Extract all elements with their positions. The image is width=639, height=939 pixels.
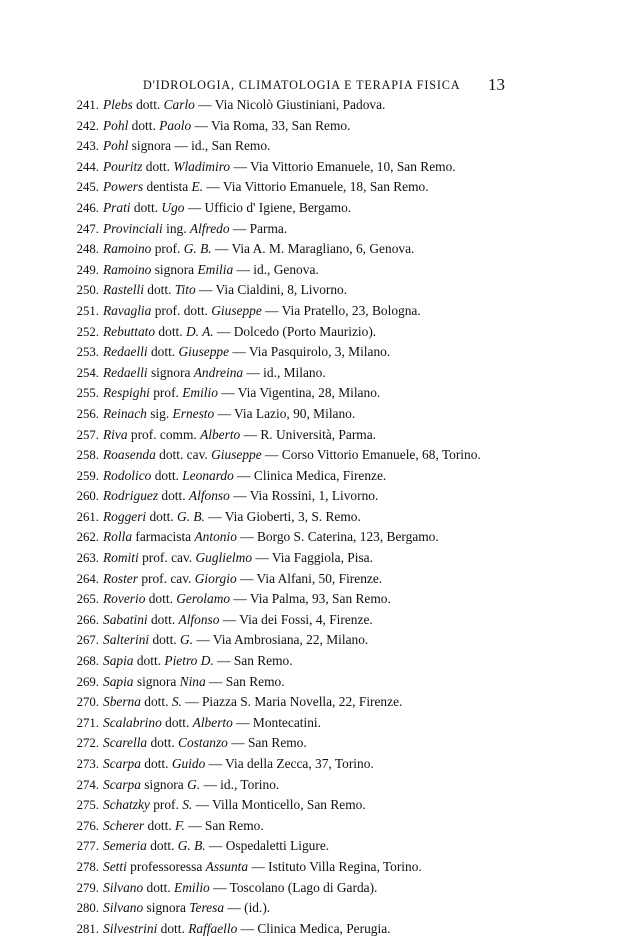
entry-title: dott. [140, 756, 172, 771]
entry-surname: Scalabrino [103, 714, 162, 730]
entry-number: 276. [76, 818, 99, 833]
entry-text [103, 239, 414, 260]
entry-firstname: E. [191, 179, 204, 195]
list-item [0, 878, 639, 899]
entry-address: — Via Vittorio Emanuele, 10, San Remo. [230, 158, 456, 174]
entry-surname: Rastelli [103, 282, 144, 298]
entry-firstname: Teresa [189, 900, 225, 916]
entry-text [103, 836, 329, 857]
entry-title: dott. [147, 735, 179, 751]
entry-firstname: Emilio [182, 385, 218, 401]
entry-surname: Schatzky [103, 797, 150, 813]
list-item [0, 466, 639, 487]
entry-firstname: Alberto [192, 714, 233, 730]
list-item [0, 692, 639, 713]
entry-title: dott. [143, 879, 175, 895]
entry-surname: Prati [103, 199, 131, 215]
entry-title: ing. [162, 220, 190, 236]
list-item [0, 383, 639, 404]
entry-title: signora [133, 673, 180, 689]
entry-surname: Redaelli [103, 364, 148, 380]
entry-text [103, 404, 355, 425]
list-item [0, 363, 639, 384]
entry-number: 274. [76, 777, 99, 792]
entry-text [103, 363, 326, 384]
entry-text [103, 177, 429, 198]
entry-title: dott. [144, 817, 176, 833]
list-item [0, 754, 639, 775]
list-item [0, 116, 639, 137]
entry-surname: Sapia [103, 673, 134, 689]
entry-title: prof. comm. [127, 426, 201, 442]
entry-number: 254. [76, 365, 99, 380]
entry-address: — Via Alfani, 50, Firenze. [236, 570, 383, 586]
entry-firstname: S. [171, 694, 182, 710]
entry-surname: Silvano [103, 900, 144, 916]
entry-surname: Ravaglia [103, 302, 152, 318]
entry-firstname: Andreina [193, 364, 244, 380]
entry-number: 245. [76, 180, 99, 195]
entry-title: signora [143, 900, 190, 916]
list-item [0, 280, 639, 301]
list-item [0, 733, 639, 754]
entry-surname: Silvano [103, 879, 144, 895]
entry-address: — Villa Monticello, San Remo. [192, 797, 366, 813]
entry-title: sig. [146, 405, 173, 421]
entry-number: 272. [76, 736, 99, 751]
entry-address: — Via Faggiola, Pisa. [252, 550, 373, 566]
entry-text [103, 301, 421, 322]
entry-text [103, 260, 319, 281]
list-item [0, 898, 639, 919]
entry-surname: Scarpa [103, 756, 141, 771]
entry-surname: Pohl [103, 117, 129, 133]
entry-number: 264. [76, 571, 99, 586]
entry-number: 271. [76, 715, 99, 730]
entry-text [103, 630, 368, 651]
entry-text [103, 383, 380, 404]
entry-number: 263. [76, 551, 99, 566]
entry-number: 242. [76, 118, 99, 133]
entry-address: — Via Rossini, 1, Livorno. [229, 488, 379, 504]
list-item [0, 301, 639, 322]
entry-surname: Rodriguez [103, 488, 159, 504]
entry-surname: Ramoino [103, 241, 152, 257]
list-item [0, 486, 639, 507]
list-item [0, 775, 639, 796]
entry-number: 252. [76, 324, 99, 339]
entry-text [103, 198, 351, 219]
entry-address: — Parma. [229, 220, 288, 236]
entry-surname: Scarpa [103, 776, 141, 792]
entry-address: — Toscolano (Lago di Garda). [209, 879, 378, 895]
list-item [0, 404, 639, 425]
entry-text [103, 878, 377, 899]
entry-text [103, 816, 264, 837]
entry-number: 265. [76, 592, 99, 607]
list-item [0, 157, 639, 178]
entry-surname: Reinach [103, 405, 147, 421]
entry-surname: Roverio [103, 591, 146, 607]
entry-number: 266. [76, 612, 99, 627]
entry-number: 273. [76, 757, 99, 771]
entry-address: — Via Vigentina, 28, Milano. [217, 385, 381, 401]
entry-surname: Pohl [103, 138, 129, 154]
entry-firstname: Guglielmo [195, 550, 253, 566]
entry-surname: Rodolico [103, 467, 152, 483]
entry-firstname: Assunta [205, 858, 249, 874]
entry-title: signora [140, 776, 188, 792]
entry-address: — R. Università, Parma. [240, 426, 376, 442]
entry-number: 277. [76, 839, 99, 854]
entry-text [103, 280, 347, 301]
entry-title: dott. [155, 323, 186, 339]
entry-address: — Via Roma, 33, San Remo. [191, 117, 351, 133]
entry-firstname: Costanzo [178, 735, 228, 751]
entry-title: signora — id., San Remo. [128, 138, 271, 154]
entry-text [103, 527, 439, 548]
entry-title: dott. [149, 632, 180, 648]
entry-address: — San Remo. [227, 735, 307, 751]
entry-firstname: Emilio [174, 879, 210, 895]
entry-surname: Rolla [103, 529, 133, 545]
entry-surname: Roasenda [103, 447, 156, 463]
entry-text [103, 898, 270, 919]
entry-firstname: Raffaello [188, 920, 238, 936]
entry-firstname: Giuseppe [178, 344, 230, 360]
entry-text [103, 692, 402, 713]
entry-number: 259. [76, 468, 99, 483]
entry-firstname: D. A. [185, 323, 214, 339]
entry-title: dott. [140, 694, 172, 710]
list-item [0, 198, 639, 219]
list-item [0, 589, 639, 610]
list-item [0, 219, 639, 240]
entry-address: — Via Lazio, 90, Milano. [214, 405, 356, 421]
entry-firstname: Paolo [159, 117, 192, 133]
entry-text [103, 486, 378, 507]
entry-address: — Dolcedo (Porto Maurizio). [213, 323, 377, 339]
list-item [0, 425, 639, 446]
entry-number: 257. [76, 427, 99, 442]
entry-text [103, 569, 382, 590]
entry-title: prof. [151, 241, 184, 257]
entry-number: 247. [76, 221, 99, 236]
entry-address: — Montecatini. [232, 714, 321, 730]
list-item [0, 569, 639, 590]
list-item [0, 919, 639, 939]
entry-firstname: Emilia [197, 261, 234, 277]
entry-address: — Via Palma, 93, San Remo. [230, 591, 391, 607]
entry-number: 246. [76, 200, 99, 215]
entry-number: 269. [76, 674, 99, 689]
entry-number: 281. [76, 921, 99, 936]
entry-title: dentista [143, 179, 192, 195]
entry-number: 255. [76, 386, 99, 401]
entry-address: — Via Cialdini, 8, Livorno. [195, 282, 348, 298]
entry-title: prof. cav. [138, 550, 196, 566]
entry-address: — Borgo S. Caterina, 123, Bergamo. [236, 529, 439, 545]
entry-number: 267. [76, 633, 99, 648]
entry-surname: Scarella [103, 735, 148, 751]
entry-address: — Via A. M. Maragliano, 6, Genova. [211, 241, 415, 257]
entry-firstname: Ugo [161, 199, 185, 215]
entry-text [103, 425, 376, 446]
entry-number: 244. [76, 159, 99, 174]
entry-address: — Clinica Medica, Perugia. [237, 920, 391, 936]
entry-text [103, 919, 391, 939]
entry-number: 251. [76, 303, 99, 318]
entry-text [103, 733, 307, 754]
entry-title: dott. [157, 920, 189, 936]
entry-surname: Silvestrini [103, 920, 158, 936]
list-item [0, 136, 639, 157]
entry-firstname: S. [182, 797, 193, 813]
entry-firstname: Leonardo [182, 467, 234, 483]
list-item [0, 713, 639, 734]
entry-number: 275. [76, 798, 99, 813]
entry-firstname: Alfonso [178, 611, 220, 627]
entry-surname: Rebuttato [103, 323, 156, 339]
entry-firstname: Ernesto [172, 405, 215, 421]
entry-firstname: Guido [171, 756, 206, 771]
list-item [0, 795, 639, 816]
entry-surname: Semeria [103, 838, 147, 854]
entry-firstname: G. B. [183, 241, 212, 257]
entry-firstname: Alfonso [188, 488, 230, 504]
list-item [0, 260, 639, 281]
list-item [0, 651, 639, 672]
entry-text [103, 610, 373, 631]
entry-text [103, 857, 422, 878]
entry-title: prof. [149, 797, 183, 813]
entry-number: 270. [76, 695, 99, 710]
entry-text [103, 445, 481, 466]
entry-address: — Corso Vittorio Emanuele, 68, Torino. [261, 447, 481, 463]
entry-title: dott. [142, 158, 174, 174]
entry-address: — San Remo. [213, 653, 293, 669]
entry-number: 250. [76, 283, 99, 298]
entry-title: professoressa [126, 858, 206, 874]
entry-address: — Via Vittorio Emanuele, 18, San Remo. [203, 179, 429, 195]
entry-address: — Via Pratello, 23, Bologna. [261, 302, 421, 318]
entry-address: — Via della Zecca, 37, Torino. [205, 756, 374, 771]
entry-text [103, 775, 279, 796]
entry-address: — (id.). [224, 900, 271, 916]
entry-surname: Plebs [103, 97, 133, 112]
entry-firstname: G. B. [177, 508, 205, 524]
entry-address: — Clinica Medica, Firenze. [233, 467, 387, 483]
entry-text [103, 219, 287, 240]
entry-title: farmacista [132, 529, 195, 545]
entry-address: — Ufficio d' Igiene, Bergamo. [184, 199, 352, 215]
entry-number: 261. [76, 509, 99, 524]
member-list [0, 95, 639, 939]
list-item [0, 630, 639, 651]
entry-firstname: F. [175, 817, 185, 833]
entry-surname: Pouritz [103, 158, 143, 174]
entry-firstname: Giuseppe [211, 447, 262, 463]
entry-number: 262. [76, 530, 99, 545]
entry-number: 249. [76, 262, 99, 277]
entry-surname: Provinciali [103, 220, 163, 236]
entry-number: 258. [76, 448, 99, 463]
entry-number: 260. [76, 489, 99, 504]
entry-title: dott. cav. [155, 447, 212, 463]
entry-address: — Istituto Villa Regina, Torino. [248, 858, 422, 874]
entry-address: — id., Torino. [200, 776, 280, 792]
list-item [0, 836, 639, 857]
list-item [0, 95, 639, 116]
entry-title: dott. [158, 488, 189, 504]
entry-text [103, 322, 376, 343]
entry-firstname: Alfredo [189, 220, 230, 236]
entry-firstname: Carlo [163, 97, 195, 112]
list-item [0, 672, 639, 693]
entry-surname: Sapia [103, 653, 134, 669]
entry-text [103, 342, 390, 363]
list-item [0, 239, 639, 260]
list-item [0, 322, 639, 343]
entry-number: 279. [76, 880, 99, 895]
entry-address: — id., Genova. [233, 261, 319, 277]
entry-number: 278. [76, 859, 99, 874]
entry-firstname: Giorgio [194, 570, 237, 586]
entry-number: 243. [76, 139, 99, 154]
entry-title: dott. [133, 653, 165, 669]
entry-firstname: Tito [174, 282, 196, 298]
list-item [0, 610, 639, 631]
entry-address: — id., Milano. [243, 364, 326, 380]
entry-surname: Sabatini [103, 611, 148, 627]
entry-number: 253. [76, 345, 99, 360]
entry-firstname: G. [180, 632, 194, 648]
entry-surname: Scherer [103, 817, 145, 833]
entry-title: prof. cav. [137, 570, 195, 586]
entry-title: dott. [146, 508, 178, 524]
entry-number: 241. [76, 98, 99, 112]
list-item [0, 548, 639, 569]
entry-firstname: Pietro D. [164, 653, 214, 669]
entry-title: signora [151, 261, 198, 277]
entry-text [103, 157, 456, 178]
entry-address: — San Remo. [205, 673, 285, 689]
list-item [0, 527, 639, 548]
entry-firstname: G. [187, 776, 201, 792]
entry-address: — Ospedaletti Ligure. [205, 838, 330, 854]
entry-title: dott. [146, 838, 178, 854]
entry-text [103, 116, 350, 137]
entry-surname: Respighi [103, 385, 150, 401]
entry-number: 256. [76, 406, 99, 421]
list-item [0, 507, 639, 528]
entry-number: 280. [76, 901, 99, 916]
running-title: D'IDROLOGIA, CLIMATOLOGIA E TERAPIA FISICA [143, 78, 461, 92]
entry-number: 268. [76, 654, 99, 669]
entry-surname: Ramoino [103, 261, 152, 277]
list-item [0, 445, 639, 466]
entry-firstname: Giuseppe [211, 302, 262, 318]
entry-title: dott. [130, 199, 162, 215]
list-item [0, 342, 639, 363]
entry-address: — Via Ambrosiana, 22, Milano. [193, 632, 369, 648]
entry-surname: Romiti [103, 550, 139, 566]
entry-text [103, 95, 385, 116]
entry-title: dott. [161, 714, 193, 730]
entry-text [103, 754, 374, 775]
entry-surname: Redaelli [103, 344, 148, 360]
entry-title: dott. [147, 611, 179, 627]
entry-text [103, 548, 373, 569]
entry-firstname: Wladimiro [173, 158, 231, 174]
entry-text [103, 795, 366, 816]
page-number: 13 [488, 75, 505, 94]
entry-firstname: G. B. [177, 838, 206, 854]
entry-title: prof. dott. [151, 302, 212, 318]
entry-address: — Via Nicolò Giustiniani, Padova. [194, 97, 386, 112]
entry-title: dott. [132, 97, 164, 112]
entry-address: — San Remo. [184, 817, 264, 833]
entry-address: — Piazza S. Maria Novella, 22, Firenze. [181, 694, 403, 710]
entry-number: 248. [76, 242, 99, 257]
list-item [0, 857, 639, 878]
entry-surname: Sberna [103, 694, 141, 710]
entry-surname: Riva [103, 426, 128, 442]
entry-firstname: Alberto [200, 426, 241, 442]
entry-surname: Powers [103, 179, 144, 195]
entry-text [103, 507, 361, 528]
entry-address: — Via Gioberti, 3, S. Remo. [204, 508, 361, 524]
entry-title: dott. [145, 591, 177, 607]
entry-text [103, 651, 293, 672]
entry-text [103, 713, 321, 734]
entry-surname: Roggeri [103, 508, 147, 524]
entry-title: signora [147, 364, 194, 380]
entry-firstname: Antonio [194, 529, 237, 545]
entry-surname: Roster [103, 570, 138, 586]
list-item [0, 816, 639, 837]
entry-firstname: Nina [179, 673, 206, 689]
entry-firstname: Gerolamo [176, 591, 231, 607]
entry-title: prof. [149, 385, 183, 401]
entry-address: — Via Pasquirolo, 3, Milano. [229, 344, 391, 360]
entry-title: dott. [151, 467, 183, 483]
entry-title: dott. [147, 344, 179, 360]
entry-text [103, 672, 285, 693]
entry-text [103, 466, 386, 487]
entry-text [103, 136, 270, 157]
entry-title: dott. [143, 282, 175, 298]
entry-text [103, 589, 391, 610]
entry-address: — Via dei Fossi, 4, Firenze. [219, 611, 373, 627]
list-item [0, 177, 639, 198]
entry-surname: Salterini [103, 632, 150, 648]
entry-title: dott. [128, 117, 160, 133]
entry-surname: Setti [103, 858, 127, 874]
